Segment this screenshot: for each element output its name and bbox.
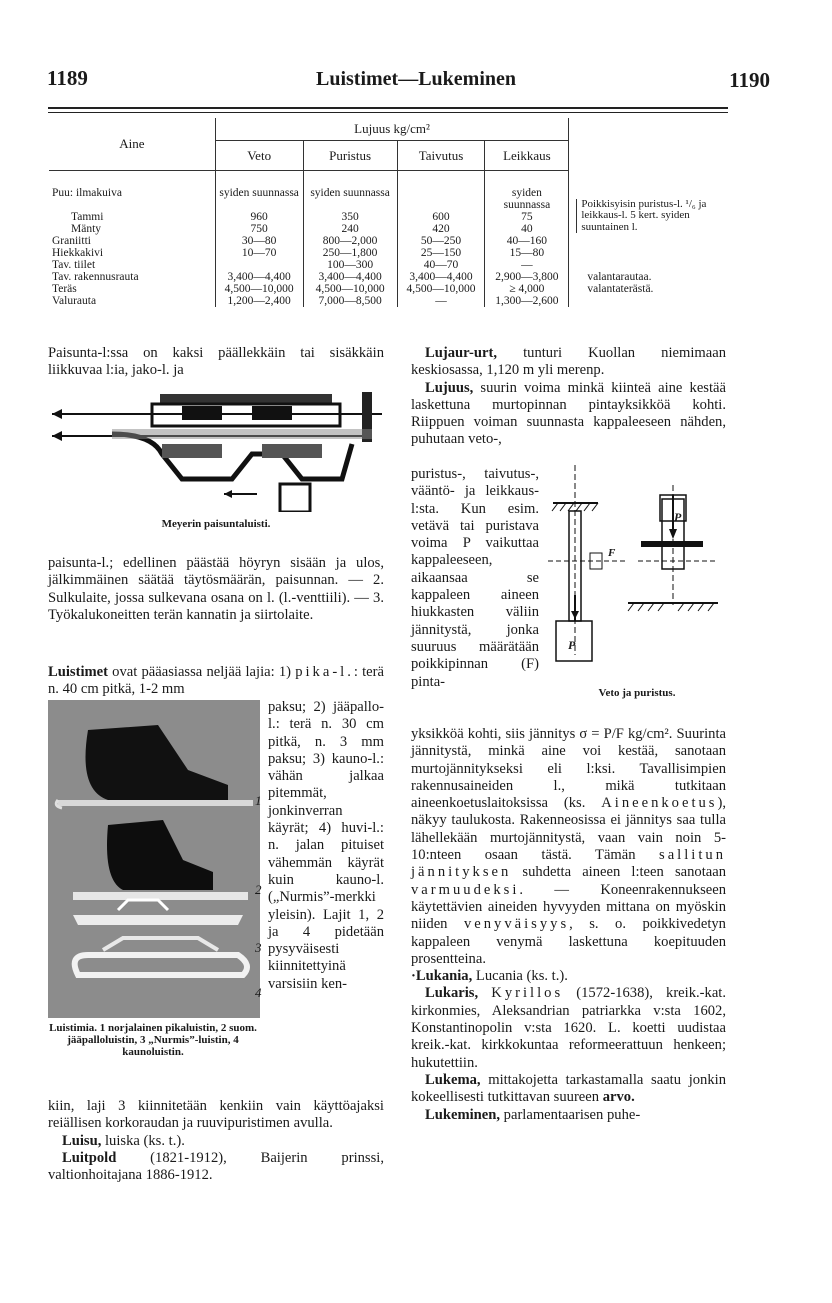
cell-taivutus: 3,400—4,400 (397, 271, 485, 283)
fig1-caption: Meyerin paisuntaluisti. (161, 518, 271, 530)
cell-leikkaus: 40 (485, 223, 569, 235)
cell-taivutus: 50—250 (397, 235, 485, 247)
cell-leikkaus: ≥ 4,000 (485, 283, 569, 295)
note-wood (569, 171, 727, 260)
fig2-num-2: 2 (255, 882, 262, 897)
entry-term: Lujuus, (425, 379, 474, 396)
text: , s. o. poikkivedetyn kappaleen venymä laskettuna koepituuden prosentteina. (411, 916, 726, 967)
cell-taivutus: 420 (397, 223, 485, 235)
cell-leikkaus: — (485, 259, 569, 271)
cell-puristus: 3,400—4,400 (303, 271, 397, 283)
cell-puristus: 350 (303, 211, 397, 223)
cell-taivutus: 25—150 (397, 247, 485, 259)
text: luiska (ks. t.). (101, 1132, 185, 1149)
paragraph (411, 726, 726, 968)
entry-term: Lujaur-urt, (425, 345, 498, 361)
text: Lucania (ks. t.). (472, 968, 568, 985)
page-number-left: 1189 (47, 66, 88, 90)
paragraph (411, 1072, 726, 1107)
fig2-num-4: 4 (255, 985, 262, 1000)
cell-aine: Tav. rakennusrauta (52, 271, 139, 283)
spaced-term: pika-l. (295, 664, 354, 680)
paragraph (48, 664, 384, 699)
note-iron: valantarautaa. (569, 271, 727, 283)
th-taivutus: Taivutus (397, 141, 485, 171)
text: . — Koneenrakennukseen käytettävien aineiden hyvyyden mittana on myöskin niiden (411, 881, 726, 933)
header-rule-thin (48, 112, 728, 113)
cell-veto: 750 (215, 223, 303, 235)
entry-term: ·Lukania, (411, 968, 473, 985)
bold-term: arvo. (602, 1089, 635, 1106)
spaced-term: sallitun jännityksen (411, 847, 726, 881)
cell-aine: Tammi (71, 211, 104, 223)
cell-taivutus: 40—70 (397, 259, 485, 271)
cell-veto: 10—70 (215, 247, 303, 259)
text: ), näkyy taulukosta. Rakenneosissa ei jännitys saa tulla lähellekään murtojännitystä, vaan vain noin 5-10:nteen osaan tästä. Tämän (411, 795, 726, 864)
paragraph: paksu; 2) jääpallo-l.: terä n. 30 cm pitkä, n. 3 mm paksu; 3) kauno-l.: vähän jalkaa pitemmät, jonkinverran käyrät; 4) huvi-l.: n. jalan pituiset vähemmän käyrät kuin kauno-l. („Nurmis”-merkki yleisin). Lajit 1, 2 ja 4 pidetään pysyväisesti kiinnitettyinä varsisiin ken- (268, 699, 384, 992)
note-wood-text: Poikkisyisin puristus-l. ¹/₆ ja leikkaus-l. 5 kert. syiden suuntainen l. (576, 199, 724, 234)
left-p1 (48, 345, 384, 380)
fig2-num-1: 1 (255, 793, 262, 808)
cell-puristus: 250—1,800 (303, 247, 397, 259)
left-luistimet (48, 664, 384, 699)
cell-aine: Puu: ilmakuiva (52, 187, 122, 199)
fig2-caption: Luistimia. 1 norjalainen pikaluistin, 2 suom. jääpalloluistin, 3 „Nurmis”-luistin, 4 kaunoluistin. (49, 1022, 257, 1058)
cell-aine: Mänty (71, 223, 102, 235)
paragraph (411, 968, 726, 985)
cell-puristus: syiden suunnassa (303, 171, 397, 212)
paragraph: kiin, laji 3 kiinnitetään kenkiin vain käyttöajaksi reiällisen korkoraudan ja ruuvipuristimen avulla. (48, 1098, 384, 1132)
right-narrow-text (411, 466, 539, 691)
text: tunturi Kuollan niemimaan keskiosassa, 1,120 m yli merenp. (411, 345, 726, 379)
entry-term: Lukaris, (425, 985, 479, 1002)
paragraph (411, 985, 726, 1071)
cell-taivutus: — (397, 295, 485, 307)
cell-puristus: 100—300 (303, 259, 397, 271)
cell-aine: Valurauta (52, 295, 97, 307)
note-empty (569, 259, 727, 271)
cell-aine: Teräs (52, 283, 77, 295)
cell-aine: Hiekkakivi (52, 247, 104, 259)
cell-taivutus (397, 171, 485, 212)
fig2-num-3: 3 (255, 940, 262, 955)
paragraph (48, 1133, 384, 1150)
cell-veto: 3,400—4,400 (215, 271, 303, 283)
page-title: Luistimet—Lukeminen (315, 68, 517, 90)
cell-puristus: 800—2,000 (303, 235, 397, 247)
meyer-valve-figure (52, 384, 382, 512)
text: ovat pääasiassa neljää lajia: 1) (108, 664, 296, 680)
right-continued (411, 726, 726, 1124)
paragraph (411, 1107, 726, 1124)
th-veto: Veto (215, 141, 303, 171)
note-empty (569, 295, 727, 307)
spaced-term: varmuudeksi (411, 881, 520, 898)
cell-veto (215, 259, 303, 271)
cell-puristus: 4,500—10,000 (303, 283, 397, 295)
text: yksikköä kohti, siis jännitys σ = P/F kg/cm². Suurinta jännitystä, minkä aine voi kestää, sanotaan murtojännitykseksi eli l:ksi. Tavallisimpien rakennusaineiden l., mikä tutkitaan aineenkoetuslaitoksissa (ks. (411, 726, 726, 812)
cell-aine: Tav. tiilet (52, 259, 96, 271)
note-steel: valantaterästä. (569, 283, 727, 295)
cell-taivutus: 600 (397, 211, 485, 223)
paragraph: paisunta-l.; edellinen päästää höyryn sisään ja ulos, jälkimmäinen säätää täytösmäärän, paisunnan. — 2. Sulkulaite, jossa sulkevana osana on l. (l.-venttiili). — 3. Työkalukoneitten terän kannatin ja siirtolaite. (48, 555, 384, 623)
th-aine: Aine (49, 118, 215, 171)
th-lujuus: Lujuus kg/cm² (215, 118, 569, 141)
right-top (411, 345, 726, 449)
text: suurin voima minkä kiinteä aine kestää laskettuna murtopinnan pintayksikköä kohti. Riippuen voiman suunnasta kappaleeseen nähden, puhutaan veto-, (411, 379, 726, 448)
cell-leikkaus: 2,900—3,800 (485, 271, 569, 283)
paragraph (411, 380, 726, 449)
cell-leikkaus: syiden suunnassa (485, 171, 569, 212)
fig3-label-p-top: P (674, 510, 682, 524)
cell-veto: 4,500—10,000 (215, 283, 303, 295)
header-rule (48, 107, 728, 109)
entry-term: Lukeminen, (425, 1106, 501, 1123)
th-puristus: Puristus (303, 141, 397, 171)
page-number-right: 1190 (729, 68, 770, 92)
fig3-caption: Veto ja puristus. (598, 687, 676, 699)
left-p4 (48, 1098, 384, 1184)
th-leikkaus: Leikkaus (485, 141, 569, 171)
cell-aine: Graniitti (52, 235, 91, 247)
cell-veto: 1,200—2,400 (215, 295, 303, 307)
cell-leikkaus: 15—80 (485, 247, 569, 259)
cell-leikkaus: 40—160 (485, 235, 569, 247)
left-side-text (268, 699, 384, 993)
cell-veto: 960 (215, 211, 303, 223)
fig3-label-f: F (608, 547, 616, 559)
entry-term: Luitpold (62, 1149, 117, 1166)
paragraph: puristus-, taivutus-, vääntö- ja leikkaus-l:sta. Kun esim. vetävä tai puristava voima P vaikuttaa kappaleeseen, aikaansaa se kappaleen aineen hiukkasten väliin jännitystä, jonka suuruus määrätään poikkipinnan (F) pinta- (411, 466, 539, 690)
text: (1821-1912), Baijerin prinssi, valtionhoitajana 1886-1912. (48, 1149, 384, 1184)
paragraph (48, 1150, 384, 1185)
cell-puristus: 240 (303, 223, 397, 235)
spaced-term: Kyrillos (491, 985, 564, 1002)
cell-puristus: 7,000—8,500 (303, 295, 397, 307)
text: : terä n. 40 cm pitkä, 1-2 mm (48, 664, 384, 698)
text: mittakojetta tarkastamalla saatu jonkin kokeellisesti tutkittavan suureen (411, 1071, 726, 1106)
cell-veto: 30—80 (215, 235, 303, 247)
entry-term: Luistimet (48, 664, 108, 680)
cell-leikkaus: 1,300—2,600 (485, 295, 569, 307)
paragraph (411, 345, 726, 380)
strength-table (49, 118, 727, 307)
paragraph: Paisunta-l:ssa on kaksi päällekkäin tai sisäkkäin liikkuvaa l:ia, jako-l. ja (48, 345, 384, 379)
text: (1572-1638), kreik.-kat. kirkonmies, Aleksandrian patriarkka v:sta 1602, Konstantinopolin v:sta 1620. L. koetti uudistaa kreik.-kat. kirkkokuntaa reformeerattuun henkeen; hukutettiin. (411, 985, 726, 1071)
left-p2 (48, 555, 384, 624)
entry-term: Luisu, (62, 1132, 102, 1149)
skates-photo (48, 700, 260, 1018)
entry-term: Lukema, (425, 1071, 481, 1088)
spaced-term: Aineenkoetus (601, 795, 718, 812)
text: suhdetta aineen l:teen sanotaan (511, 864, 726, 881)
spaced-term: venyväisyys (463, 916, 570, 933)
fig3-label-p-bottom: P (568, 638, 576, 652)
text: parlamentaarisen puhe- (500, 1106, 641, 1123)
cell-veto: syiden suunnassa (215, 171, 303, 212)
cell-leikkaus: 75 (485, 211, 569, 223)
th-notes (569, 118, 727, 171)
cell-taivutus: 4,500—10,000 (397, 283, 485, 295)
